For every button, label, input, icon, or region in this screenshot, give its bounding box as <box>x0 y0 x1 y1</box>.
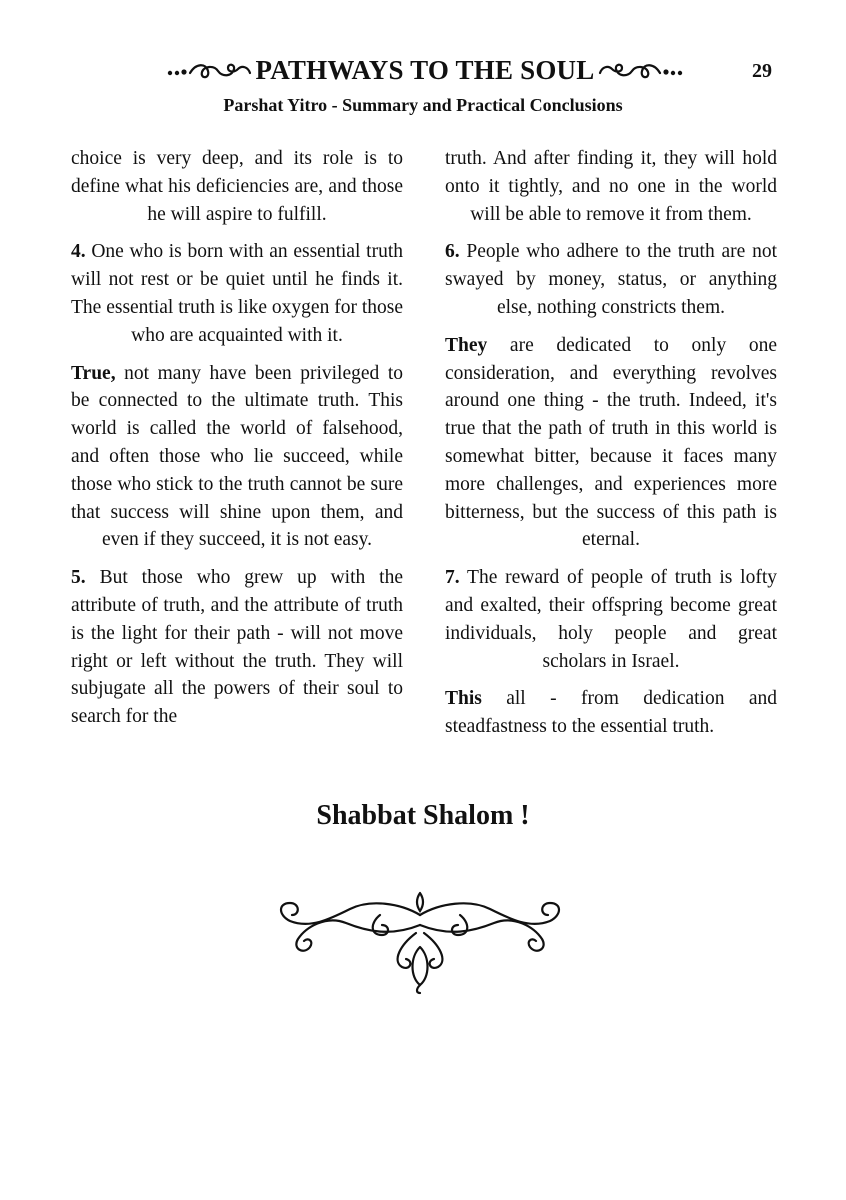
flourish-ornament-icon <box>270 885 570 995</box>
paragraph-text: truth. And after finding it, they will hold onto it tightly, and no one in the world will be able to remove it from them. <box>445 148 777 225</box>
item-number: 5. <box>71 567 86 589</box>
paragraph-text: The reward of people of truth is lofty and exalted, their offspring become great individuals, holy people and great scholars in Israel. <box>445 567 777 672</box>
page-header <box>0 50 846 90</box>
paragraph <box>445 238 777 321</box>
left-column <box>71 145 403 741</box>
paragraph <box>445 685 777 741</box>
page-subtitle: Parshat Yitro - Summary and Practical Conclusions <box>223 95 623 115</box>
paragraph <box>445 145 777 228</box>
closing-greeting: Shabbat Shalom ! <box>316 800 530 831</box>
paragraph <box>71 564 403 731</box>
page-number: 29 <box>752 60 772 82</box>
item-number: 7. <box>445 567 460 589</box>
paragraph <box>71 238 403 349</box>
item-number: 6. <box>445 241 460 263</box>
right-scroll-ornament-icon <box>598 55 688 85</box>
lead-word: True, <box>71 362 116 384</box>
book-title: PATHWAYS TO THE SOUL <box>255 54 595 85</box>
paragraph <box>445 332 777 554</box>
paragraph-text: One who is born with an essential truth will not rest or be quiet until he finds it. The essential truth is like oxygen for those who are acquainted with it. <box>71 241 403 346</box>
right-column <box>445 145 777 751</box>
paragraph-text: But those who grew up with the attribute of truth, and the attribute of truth is the light for their path - will not move right or left without the truth. They will subjugate all the powers of their soul to search for the <box>71 567 404 728</box>
paragraph-text: are dedicated to only one consideration, and everything revolves around one thing - the truth. Indeed, it's true that the path of truth in this world is somewhat bitter, because it faces many more challenges, and experiences more bitterness, but the success of this path is eternal. <box>445 334 778 551</box>
paragraph-text: not many have been privileged to be connected to the ultimate truth. This world is called the world of falsehood, and often those who lie succeed, while those who stick to the truth cannot be sure that success will shine upon them, and even if they succeed, it is not easy. <box>71 362 404 551</box>
paragraph-text: choice is very deep, and its role is to define what his deficiencies are, and those he will aspire to fulfill. <box>71 148 403 225</box>
paragraph-text: all - from dedication and steadfastness to the essential truth. <box>445 688 777 738</box>
left-scroll-ornament-icon <box>162 55 252 85</box>
paragraph <box>445 564 777 675</box>
paragraph <box>71 360 403 555</box>
paragraph <box>71 145 403 228</box>
item-number: 4. <box>71 241 86 263</box>
title-bar <box>130 50 720 90</box>
lead-word: They <box>445 334 488 356</box>
lead-word: This <box>445 688 482 710</box>
paragraph-text: People who adhere to the truth are not swayed by money, status, or anything else, nothing constricts them. <box>445 241 778 318</box>
